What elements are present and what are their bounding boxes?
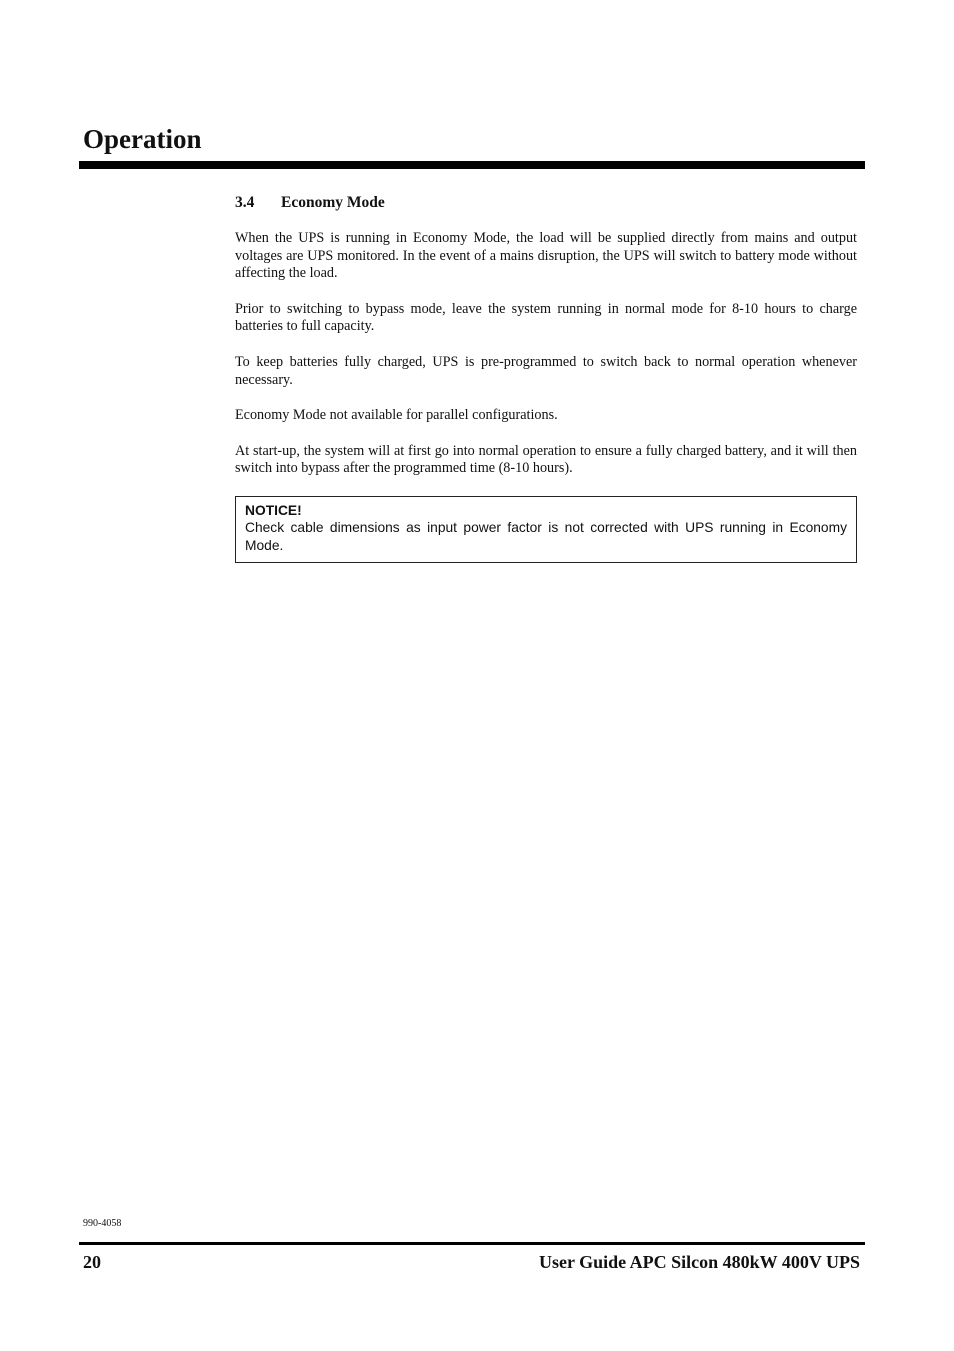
title-rule [79, 161, 865, 169]
page-content [235, 193, 857, 563]
footer-guide-title: User Guide APC Silcon 480kW 400V UPS [538, 1252, 860, 1272]
chapter-title: Operation [83, 124, 202, 154]
page-number: 20 [83, 1252, 101, 1272]
notice-text: Check cable dimensions as input power factor is not corrected with UPS running in Economy Mode. [245, 520, 847, 553]
paragraph-parallel-configurations: Economy Mode not available for parallel configurations. [235, 407, 558, 424]
notice-box [235, 496, 857, 564]
paragraph-economy-mode-supply: When the UPS is running in Economy Mode, the load will be supplied directly from mains and output voltages are UPS monitored. In the event of a mains disruption, the UPS will switch to battery mode without affecting the load. [235, 230, 857, 282]
section-heading [235, 193, 857, 213]
paragraph-keep-batteries-charged: To keep batteries fully charged, UPS is pre-programmed to switch back to normal operation whenever necessary. [235, 353, 857, 388]
document-number: 990-4058 [83, 1218, 122, 1229]
footer-rule [79, 1242, 865, 1245]
paragraph-charge-batteries: Prior to switching to bypass mode, leave the system running in normal mode for 8-10 hours to charge batteries to full capacity. [235, 300, 857, 335]
paragraph-start-up: At start-up, the system will at first go into normal operation to ensure a fully charged battery, and it will then switch into bypass after the programmed time (8-10 hours). [235, 442, 857, 477]
section-number: 3.4 [235, 194, 255, 211]
section-title: Economy Mode [281, 194, 385, 211]
notice-title: NOTICE! [245, 502, 302, 518]
